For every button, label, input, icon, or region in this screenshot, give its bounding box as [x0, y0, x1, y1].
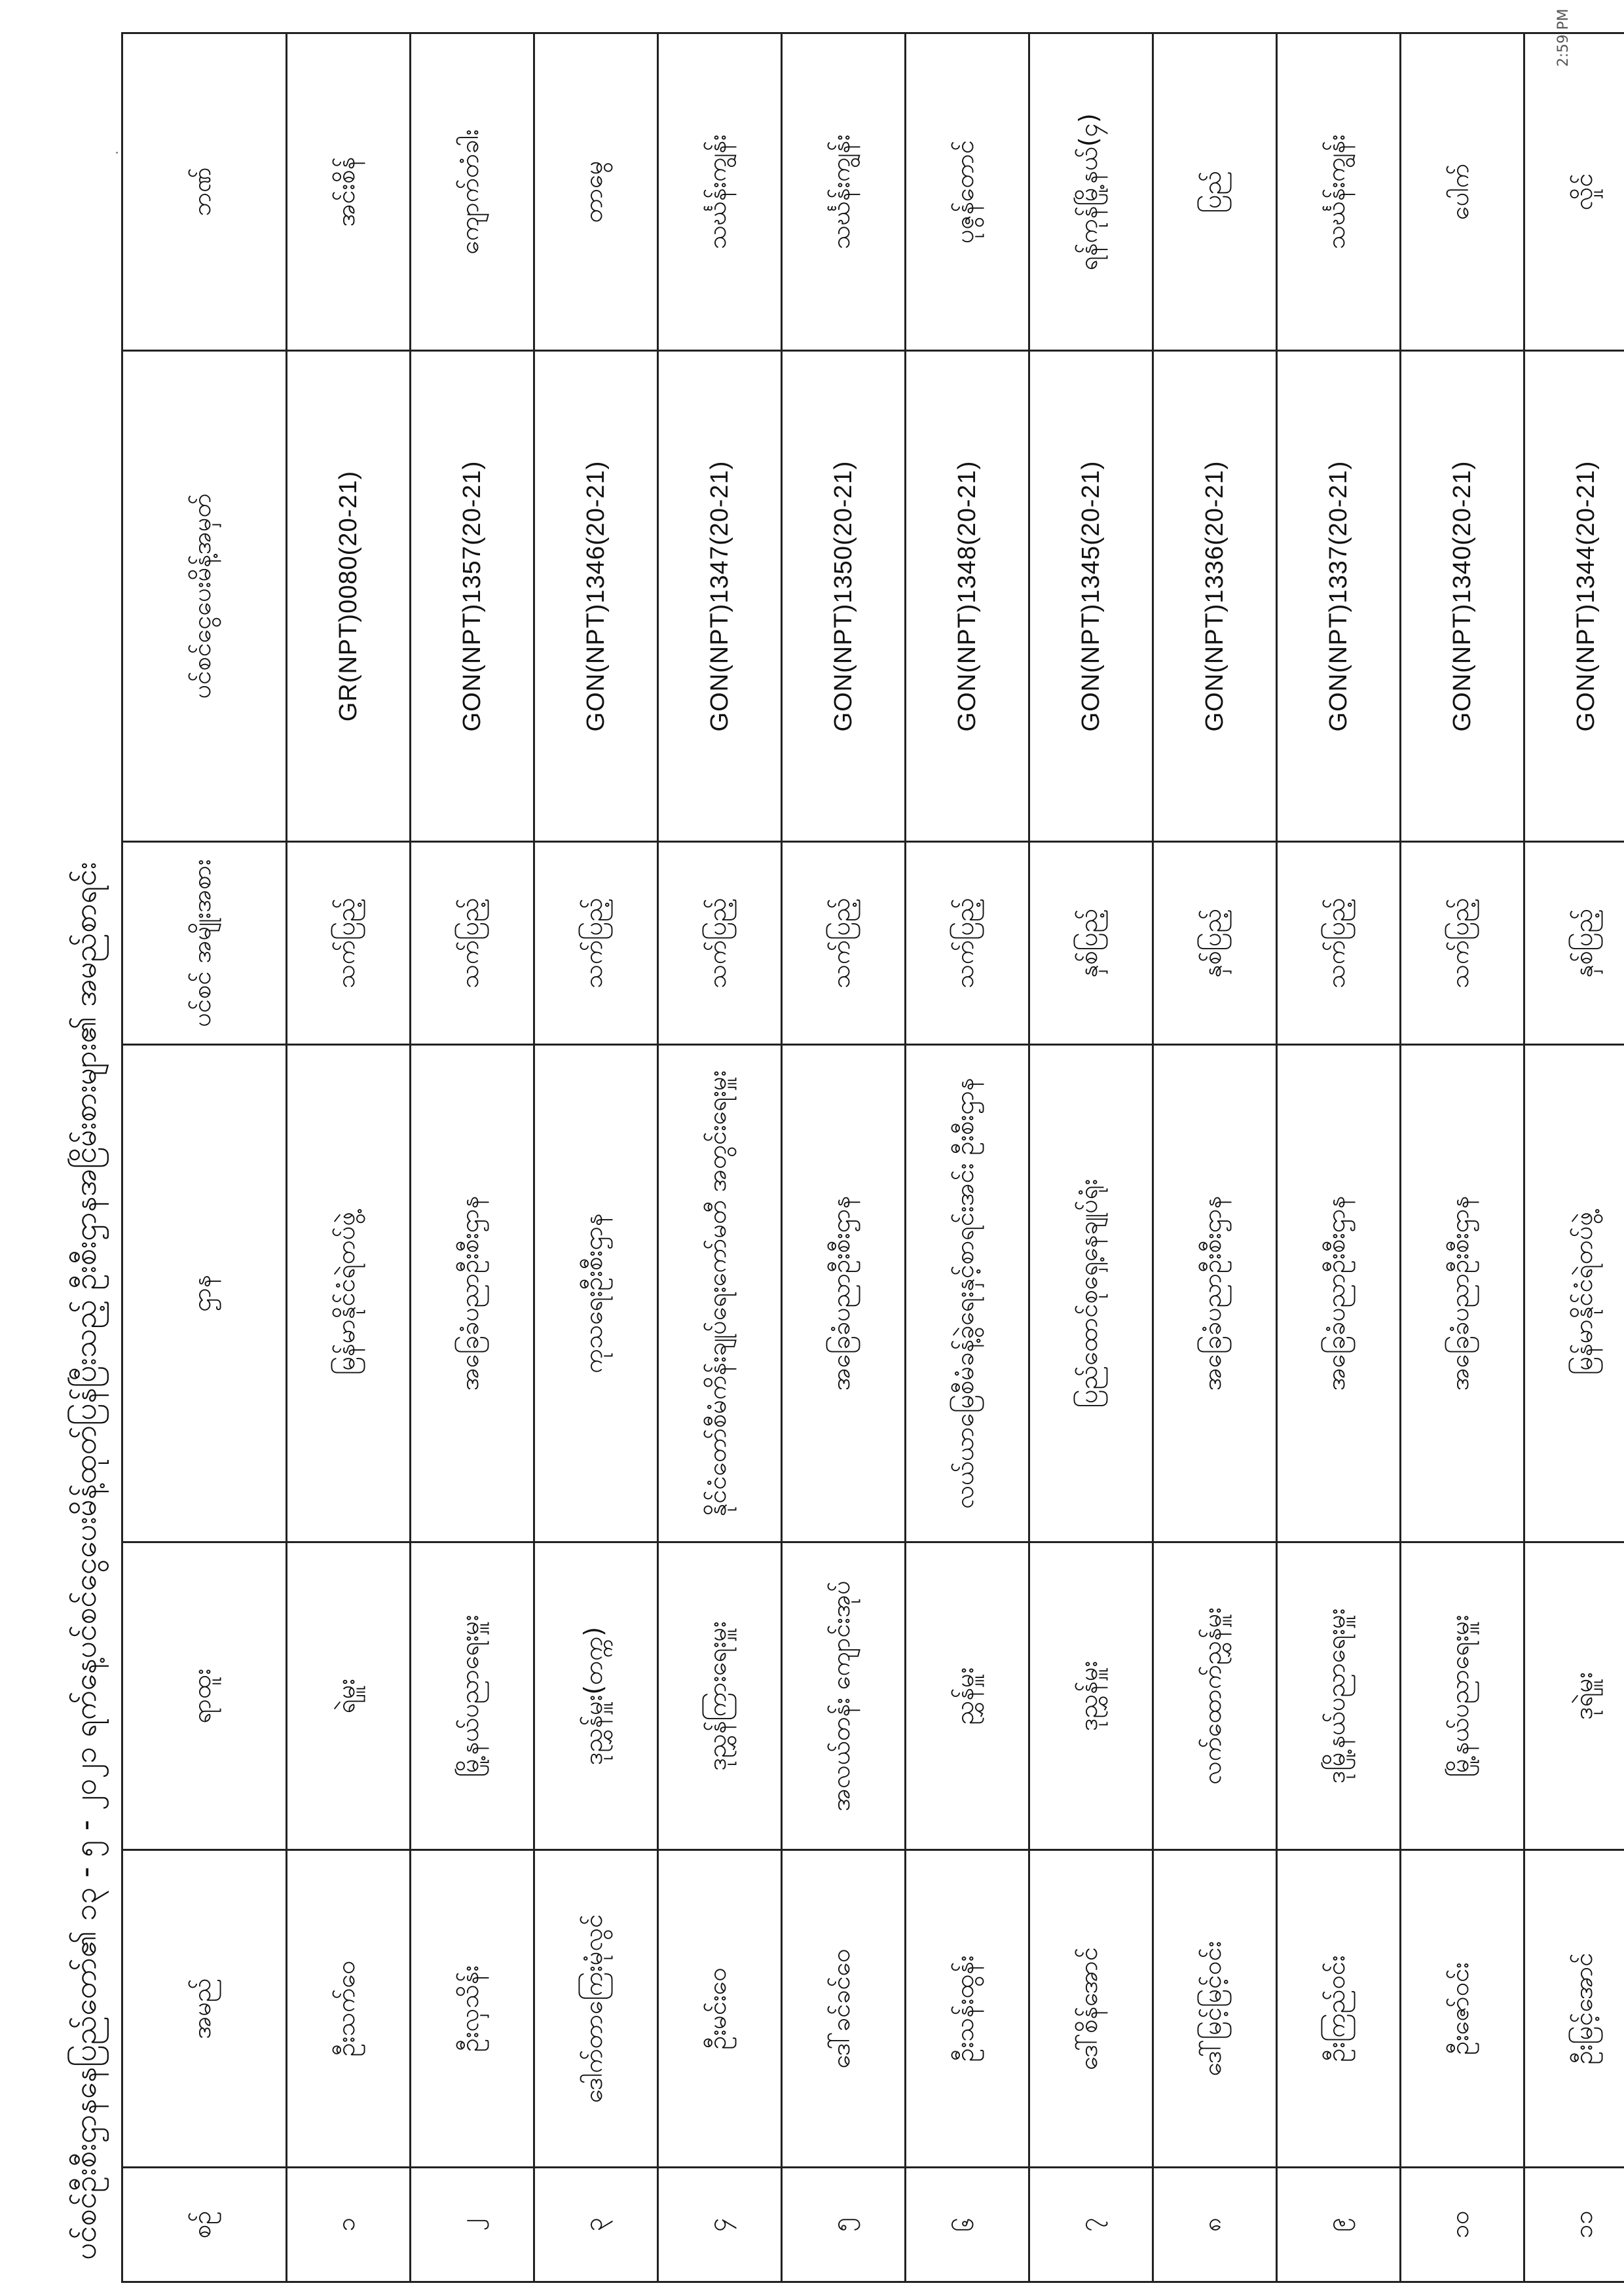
row-place: သင်္ဃန်းကျွန်း: [1277, 33, 1401, 351]
row-department: လယ်ယာမြေစီမံခန့်ခွဲရေးနှင့်စာရင်းအင်း ဦးစီးဌာန: [906, 1045, 1029, 1542]
row-pension-type: သက်ပြည့်: [658, 842, 782, 1045]
row-place: ကျောက်တံခါး: [411, 33, 534, 351]
table-row: [287, 33, 411, 2282]
row-name: ဦးသန်းထွန်း: [906, 1850, 1029, 2168]
row-no: ၄: [658, 2168, 782, 2282]
row-no: ၉: [1277, 2168, 1401, 2282]
table-row: [1277, 33, 1401, 2282]
row-place: တာမွေ: [534, 33, 658, 351]
row-place: သင်္ဃန်းကျွန်း: [658, 33, 782, 351]
row-place: လှိုင်: [1524, 33, 1624, 351]
table-row: [1401, 33, 1524, 2282]
row-no: ၁: [287, 2168, 411, 2282]
header-name: အမည်: [122, 1850, 287, 2168]
row-name: ဒေါ်ခင်ခင်ဝေ: [782, 1850, 906, 2168]
row-pension-type: နှစ်ပြည့်: [1524, 842, 1624, 1045]
row-order-no: GON(NPT)1337(20-21): [1277, 351, 1401, 842]
table-row: [906, 33, 1029, 2282]
row-department: ကုသရေးဦးစီးဌာန: [534, 1045, 658, 1542]
row-place: အင်းစိန်: [287, 33, 411, 351]
row-pension-type: သက်ပြည့်: [534, 842, 658, 1045]
row-pension-type: နှစ်ပြည့်: [1029, 842, 1153, 1045]
header-rank: ရာထူး: [122, 1542, 287, 1850]
row-order-no: GON(NPT)1344(20-21): [1524, 351, 1624, 842]
row-department: အခြေခံပညာဦးစီးဌာန: [1153, 1045, 1277, 1542]
row-department: မြန်မာနိုင်ငံရဲတပ်ဖွဲ့: [1524, 1045, 1624, 1542]
row-no: ၈: [1153, 2168, 1277, 2282]
row-department: အခြေခံပညာဦးစီးဌာန: [1401, 1045, 1524, 1542]
row-place: ပုဇွန်တောင်: [906, 33, 1029, 351]
row-rank: ဒုမြို့နယ်ပညာရေးမှူး: [1277, 1542, 1401, 1850]
row-pension-type: သက်ပြည့်: [782, 842, 906, 1045]
scan-artifact: ·: [108, 150, 126, 155]
row-no: ၁၁: [1524, 2168, 1624, 2282]
table-row: [534, 33, 658, 2282]
row-rank: ညွှန်မှူး: [906, 1542, 1029, 1850]
row-pension-type: သက်ပြည့်: [1401, 842, 1524, 1045]
row-rank: ဒုညွှန်မှူး(တက္က): [534, 1542, 658, 1850]
table-row: [411, 33, 534, 2282]
row-pension-type: သက်ပြည့်: [1277, 842, 1401, 1045]
row-no: ၅: [782, 2168, 906, 2282]
row-order-no: GON(NPT)1350(20-21): [782, 351, 906, 842]
row-order-no: GON(NPT)1357(20-21): [411, 351, 534, 842]
row-place: ရန်ကုန်မြို့နယ်(၄): [1029, 33, 1153, 351]
row-rank: ဒုညွှန်မှူး: [1029, 1542, 1153, 1850]
print-timestamp: 2:59 PM: [1555, 9, 1572, 67]
row-department: မြန်မာနိုင်ငံရဲတပ်ဖွဲ့: [287, 1045, 411, 1542]
row-department: အခြေခံပညာဦးစီးဌာန: [411, 1045, 534, 1542]
header-order-no: ပင်စင်ငွေပေးမိန့်အမှတ်: [122, 351, 287, 842]
row-no: ၆: [906, 2168, 1029, 2282]
row-name: ဒေါ်စိန်အောင်: [1029, 1850, 1153, 2168]
table-row: [658, 33, 782, 2282]
row-name: ဦးဇော်ဝင်း: [1401, 1850, 1524, 2168]
row-rank: အလယ်တန်း ကျောင်းအုပ်: [782, 1542, 906, 1850]
document-title: ပင်စင်ဦးစီးဌာနနေပြည်တော်၏ ၁၃ - ၅ - ၂၀၂၁ ရက်နေ့ပင်စင်ငွေပေးမိန့်ထုတ်ပြန်ပြီးသည့် ဦးစီးဌာနအငြိမ်းစားများ၏ အမည်စာရင်း: [67, 862, 103, 2260]
row-name: ဦးမင်းဝေ: [658, 1850, 782, 2168]
row-name: ဒေါက်တာကြေးမုံလွင်: [534, 1850, 658, 2168]
table-row: [1524, 33, 1624, 2282]
row-order-no: GON(NPT)1345(20-21): [1029, 351, 1153, 842]
row-order-no: GON(NPT)1340(20-21): [1401, 351, 1524, 842]
table-header-row: [122, 33, 287, 2282]
row-department: ပြည်ထောင်စုရှေ့နေချုပ်ရုံး: [1029, 1045, 1153, 1542]
row-rank: မြို့နယ်ပညာရေးမှူး: [411, 1542, 534, 1850]
row-order-no: GR(NPT)0080(20-21): [287, 351, 411, 842]
row-no: ၂: [411, 2168, 534, 2282]
row-place: သင်္ဃန်းကျွန်း: [782, 33, 906, 351]
table-row: [1153, 33, 1277, 2282]
row-pension-type: သက်ပြည့်: [411, 842, 534, 1045]
row-place: ပေါက်: [1401, 33, 1524, 351]
row-department: နိုင်ငံတော်စီမံကိန်းချုပ်ရေးကော်မတီ အတွင်းရေးမှူး: [658, 1045, 782, 1542]
row-rank: ဒုရဲမှူး: [1524, 1542, 1624, 1850]
header-pension-type: ပင်စင် အမျိုးအစား: [122, 842, 287, 1045]
row-department: အခြေခံပညာဦးစီးဌာန: [1277, 1045, 1401, 1542]
row-department: အခြေခံပညာဦးစီးဌာန: [782, 1045, 906, 1542]
header-place: ဘဏ်: [122, 33, 287, 351]
row-rank: လက်ထောက်ညွှန်မှူး: [1153, 1542, 1277, 1850]
row-order-no: GON(NPT)1348(20-21): [906, 351, 1029, 842]
row-rank: ဒုညွှန်ကြားရေးမှူး: [658, 1542, 782, 1850]
row-name: ဦးကြည်ဝင်း: [1277, 1850, 1401, 2168]
row-pension-type: သက်ပြည့်: [906, 842, 1029, 1045]
row-pension-type: နှစ်ပြည့်: [1153, 842, 1277, 1045]
row-pension-type: သက်ပြည့်: [287, 842, 411, 1045]
row-order-no: GON(NPT)1346(20-21): [534, 351, 658, 842]
row-name: ဒေါ်မြင့်မြင့်ဝင်း: [1153, 1850, 1277, 2168]
table-row: [782, 33, 906, 2282]
row-order-no: GON(NPT)1336(20-21): [1153, 351, 1277, 842]
row-order-no: GON(NPT)1347(20-21): [658, 351, 782, 842]
row-place: ပြည်: [1153, 33, 1277, 351]
header-department: ဌာန: [122, 1045, 287, 1542]
row-no: ၃: [534, 2168, 658, 2282]
row-rank: ရဲမှူး: [287, 1542, 411, 1850]
header-no: စဥ်: [122, 2168, 287, 2282]
row-no: ၁၀: [1401, 2168, 1524, 2282]
pension-register-table: [121, 32, 1624, 2283]
table-row: [1029, 33, 1153, 2282]
row-rank: မြို့နယ်ပညာရေးမှူး: [1401, 1542, 1524, 1850]
row-name: ဦးလှသိန်း: [411, 1850, 534, 2168]
row-name: ဦးသက်ဝေ: [287, 1850, 411, 2168]
row-no: ၇: [1029, 2168, 1153, 2282]
row-name: ဦးမြင့်အောင်: [1524, 1850, 1624, 2168]
